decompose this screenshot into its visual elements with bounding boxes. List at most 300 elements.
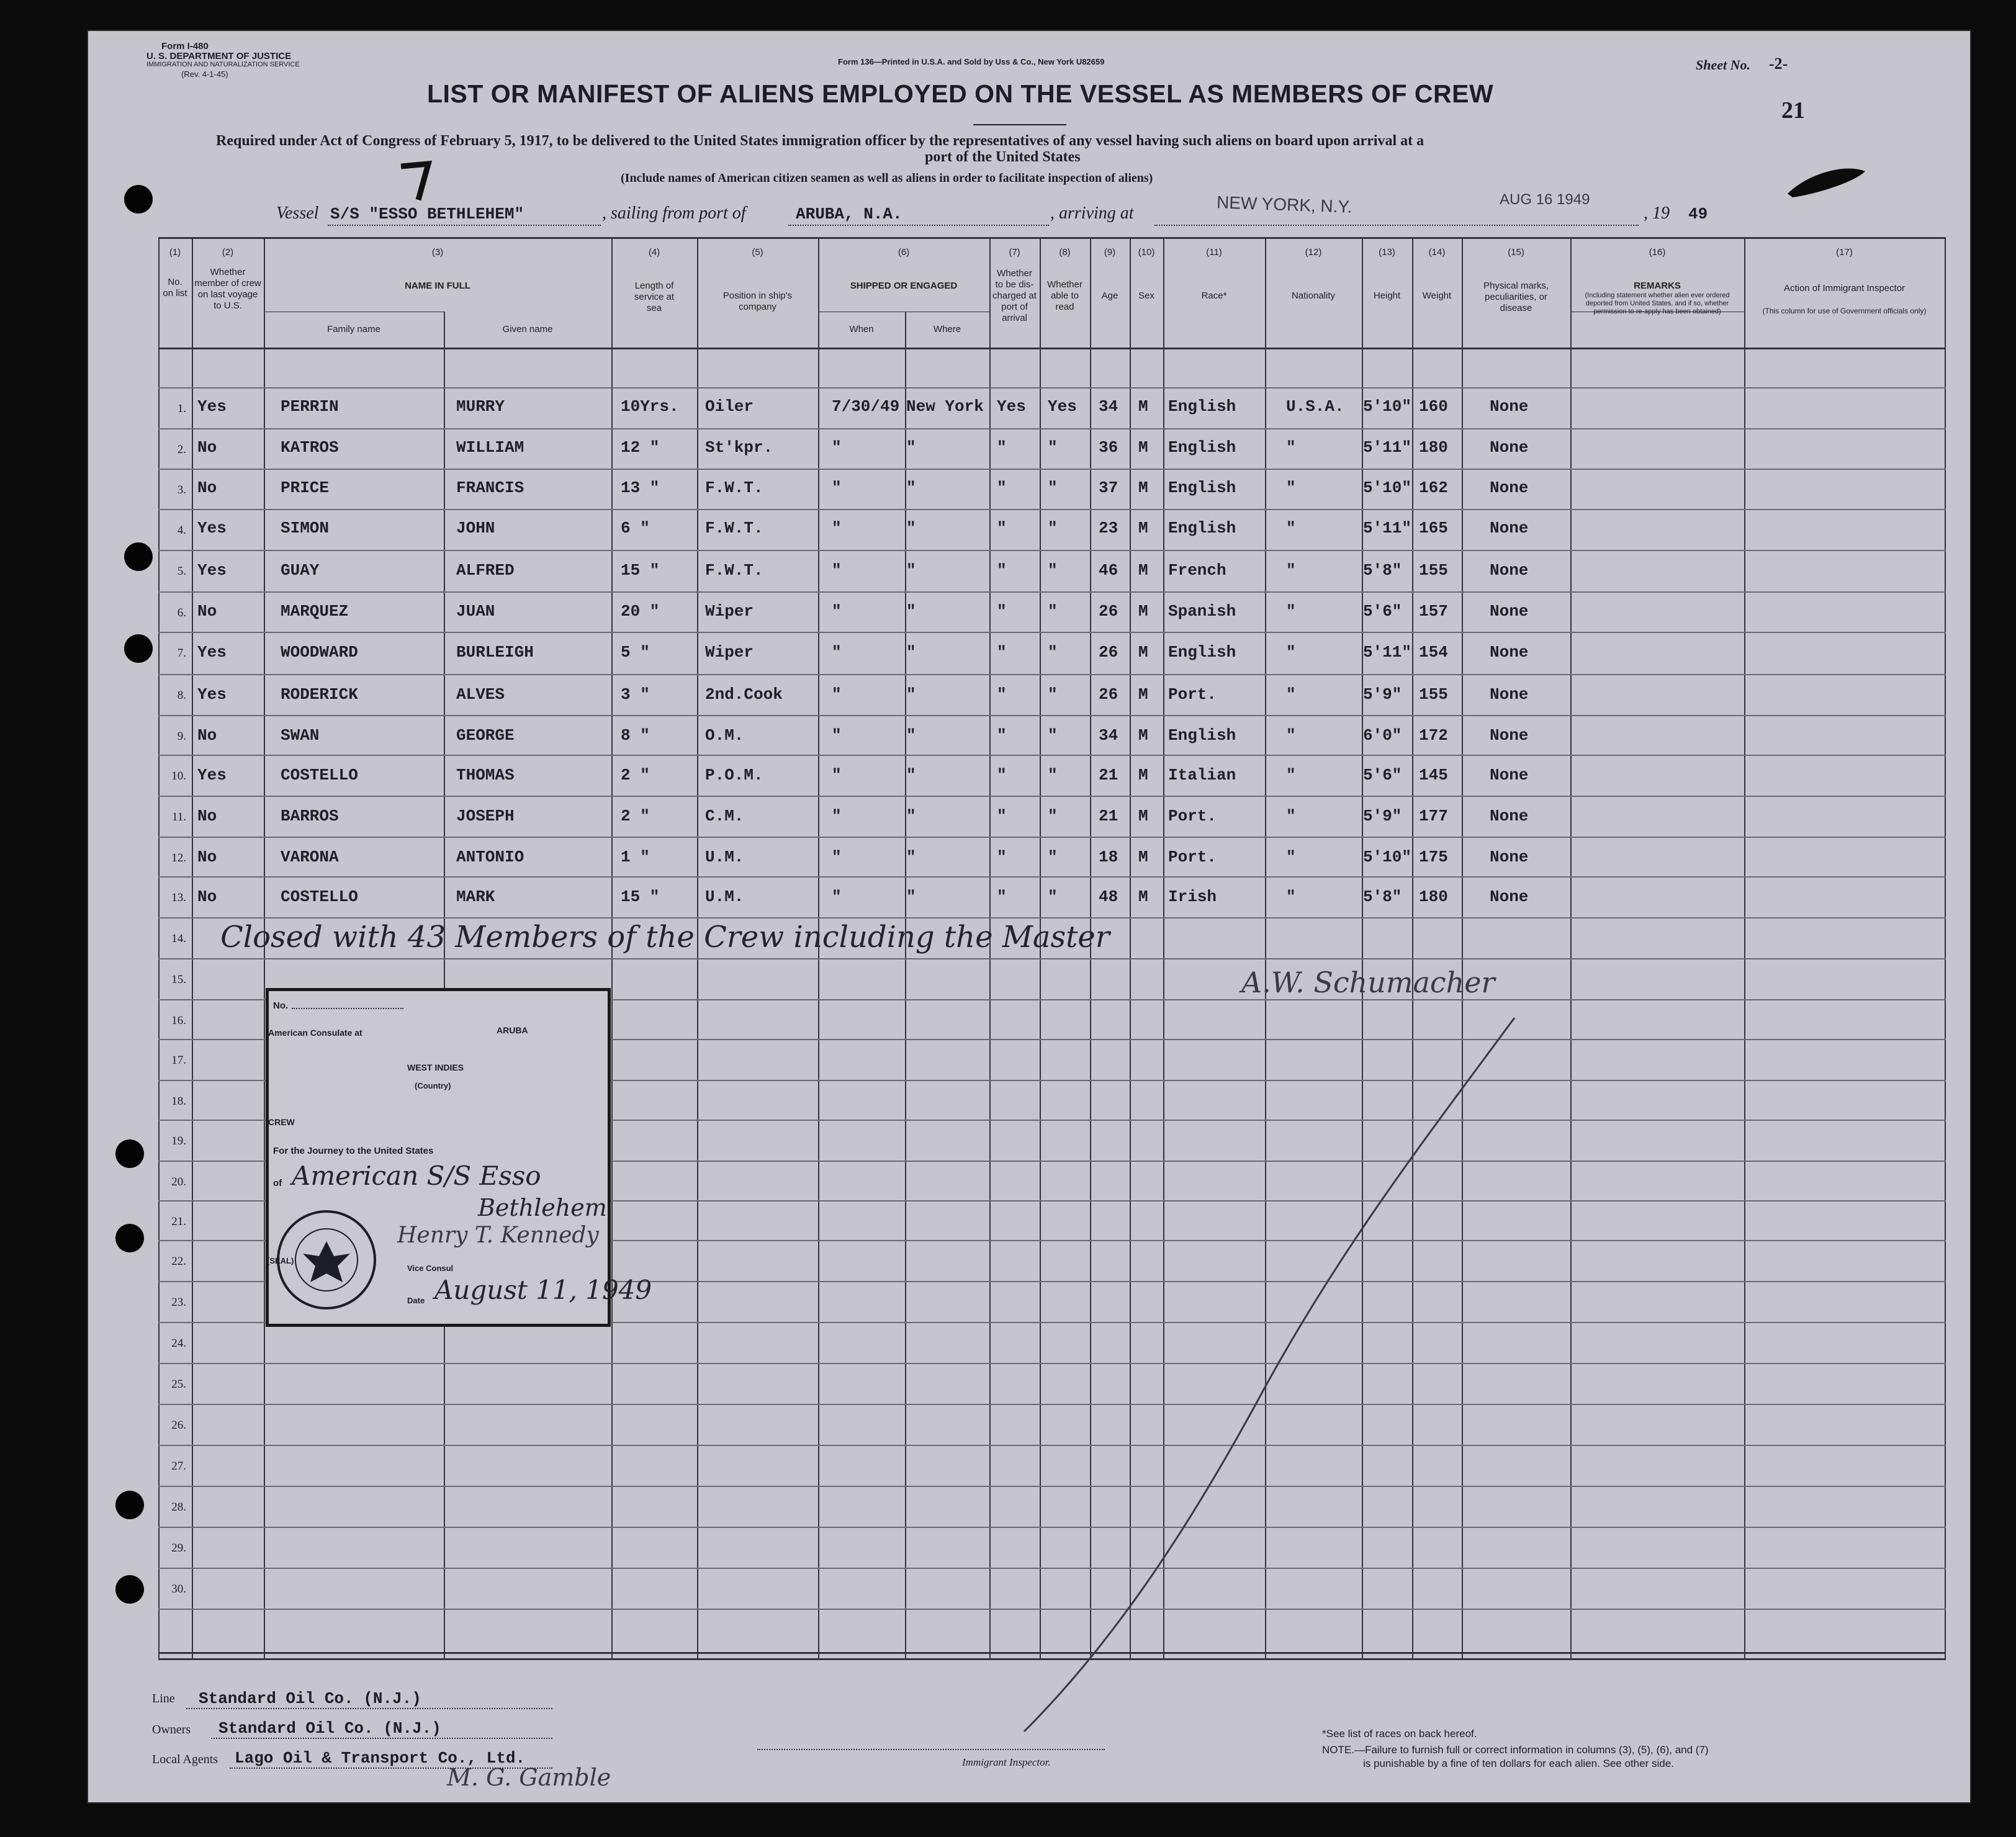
col-4-number: (4) [648,247,660,258]
crew-service-length: 13 " [621,478,660,497]
col-6-header: SHIPPED OR ENGAGED [850,281,958,291]
crew-sex: M [1138,519,1148,537]
crew-discharged: " [997,643,1007,662]
crew-given-name: FRANCIS [456,478,524,497]
line-number: 28. [171,1501,186,1514]
crew-family-name: MARQUEZ [281,602,349,621]
crew-shipped-where: " [906,726,916,745]
col-7-number: (7) [1009,247,1020,258]
crew-race: Port. [1168,848,1217,866]
col-17-note: (This column for use of Government officials only) [1762,307,1927,315]
crew-shipped-when: " [832,726,842,745]
crew-shipped-when: " [832,519,842,537]
arriving-label: , arriving at [1050,204,1134,223]
crew-weight: 160 [1419,397,1448,416]
line-number: 5. [177,565,186,578]
fine-note-2: is punishable by a fine of ten dollars for each alien. See other side. [1363,1758,1674,1769]
crew-position: F.W.T. [705,519,763,537]
crew-nationality: " [1286,478,1296,497]
crew-position: Wiper [705,602,754,621]
crew-family-name: PERRIN [281,397,339,416]
punch-hole [115,1139,144,1168]
crew-physical-marks: None [1490,685,1529,704]
stamp-date-hand: August 11, 1949 [434,1275,652,1305]
sailing-port: ARUBA, N.A. [796,205,902,223]
punch-hole [124,634,153,663]
printer-note: Form 136—Printed in U.S.A. and Sold by Uss & Co., New York U82659 [838,57,1105,66]
crew-age: 21 [1099,807,1118,825]
crew-able-to-read: Yes [1048,397,1077,416]
crew-age: 23 [1099,519,1118,537]
stamp-vessel-hand-2: Bethlehem [478,1194,607,1221]
footer-owners-label: Owners [152,1723,191,1736]
ink-mark [397,160,434,205]
crew-prev-voyage: Yes [197,766,227,784]
arriving-port-stamp: NEW YORK, N.Y. [1216,192,1352,217]
closing-note: Closed with 43 Members of the Crew including the Master [220,920,1110,954]
line-number: 21. [171,1215,186,1228]
crew-height: 5'10" [1363,397,1412,416]
footer-line-label: Line [152,1692,175,1705]
crew-given-name: GEORGE [456,726,515,745]
col-14-header: Weight [1422,290,1452,301]
col-8-header: Whether able to read [1047,279,1082,312]
crew-height: 5'11" [1363,519,1412,537]
col-16-header: REMARKS [1634,281,1681,291]
crew-age: 34 [1099,397,1118,416]
line-number: 19. [171,1134,186,1148]
line-number: 6. [177,606,186,619]
crew-service-length: 2 " [621,807,650,825]
col-14-number: (14) [1428,247,1446,258]
crew-shipped-where: " [906,561,916,580]
crew-position: P.O.M. [705,766,763,784]
crew-sex: M [1138,807,1148,825]
crew-physical-marks: None [1490,397,1529,416]
crew-race: English [1168,726,1236,745]
crew-sex: M [1138,685,1148,704]
crew-position: F.W.T. [705,561,763,580]
include-note: (Include names of American citizen seamen as well as aliens in order to facilitate inspection of aliens) [621,171,1153,185]
crew-height: 5'11" [1363,643,1412,662]
crew-age: 21 [1099,766,1118,784]
crew-family-name: GUAY [281,561,320,580]
year-prefix: , 19 [1644,204,1670,223]
crew-service-length: 5 " [621,643,650,662]
crew-able-to-read: " [1048,726,1058,745]
crew-prev-voyage: No [197,807,217,825]
crew-age: 26 [1099,643,1118,662]
crew-race: English [1168,438,1236,457]
crew-race: French [1168,561,1226,580]
col-9-header: Age [1101,290,1118,301]
crew-prev-voyage: No [197,438,217,457]
line-number: 20. [171,1175,186,1188]
crew-weight: 175 [1419,848,1448,866]
crew-discharged: " [997,887,1007,906]
crew-service-length: 2 " [621,766,650,784]
crew-service-length: 15 " [621,887,660,906]
line-number: 2. [177,443,186,456]
crew-able-to-read: " [1048,807,1058,825]
crew-family-name: KATROS [281,438,339,457]
line-number: 22. [171,1255,186,1268]
crew-sex: M [1138,848,1148,866]
crew-service-length: 12 " [621,438,660,457]
line-number: 24. [171,1337,186,1350]
crew-height: 5'11" [1363,438,1412,457]
crew-sex: M [1138,766,1148,784]
crew-race: Port. [1168,807,1217,825]
crew-given-name: JOHN [456,519,495,537]
crew-family-name: COSTELLO [281,766,358,784]
line-number: 8. [177,689,186,702]
crew-given-name: JUAN [456,602,495,621]
crew-given-name: ALVES [456,685,505,704]
line-number: 11. [171,811,186,824]
crew-able-to-read: " [1048,519,1058,537]
agent-signature: M. G. Gamble [447,1764,611,1791]
col-10-header: Sex [1138,290,1154,301]
col-10-number: (10) [1138,247,1155,258]
crew-nationality: " [1286,887,1296,906]
crew-shipped-when: " [832,561,842,580]
crew-nationality: " [1286,602,1296,621]
crew-discharged: " [997,848,1007,866]
crew-shipped-when: " [832,602,842,621]
col-16-number: (16) [1649,247,1666,258]
crew-shipped-when: " [832,766,842,784]
col-11-number: (11) [1206,247,1222,258]
crew-height: 6'0" [1363,726,1402,745]
line-number: 12. [171,851,186,865]
sailing-label: , sailing from port of [602,204,746,223]
col-3a-header: Family name [327,324,380,335]
col-6-number: (6) [898,247,910,258]
form-revision: (Rev. 4-1-45) [181,70,228,79]
crew-shipped-when: " [832,643,842,662]
crew-able-to-read: " [1048,887,1058,906]
crew-race: English [1168,519,1236,537]
crew-shipped-when: " [832,478,842,497]
crew-service-length: 15 " [621,561,660,580]
crew-nationality: " [1286,643,1296,662]
line-number: 27. [171,1460,186,1473]
col-15-number: (15) [1508,247,1524,258]
crew-service-length: 10Yrs. [621,397,679,416]
col-11-header: Race* [1201,290,1227,301]
crew-shipped-where: " [906,643,916,662]
crew-shipped-where: " [906,438,916,457]
crew-age: 36 [1099,438,1118,457]
crew-sex: M [1138,643,1148,662]
line-number: 13. [171,891,186,904]
crew-discharged: Yes [997,397,1026,416]
crew-physical-marks: None [1490,643,1529,662]
crew-nationality: " [1286,766,1296,784]
crew-family-name: SWAN [281,726,320,745]
col-7-header: Whether to be dis-charged at port of arrival [992,268,1037,323]
crew-race: Spanish [1168,602,1236,621]
footer-line-value: Standard Oil Co. (N.J.) [199,1689,421,1708]
line-number: 4. [177,524,186,537]
stamp-seal-label: (SEAL) [267,1256,294,1265]
line-number: 26. [171,1419,186,1432]
crew-prev-voyage: Yes [197,397,227,416]
crew-height: 5'8" [1363,887,1402,906]
col-15-header: Physical marks, peculiarities, or disease [1483,281,1549,313]
crew-nationality: " [1286,726,1296,745]
col-5-header: Position in ship's company [722,290,793,312]
crew-shipped-where: " [906,807,916,825]
pen-stroke [993,1012,1527,1744]
crew-given-name: THOMAS [456,766,515,784]
crew-height: 5'9" [1363,685,1402,704]
vice-consul-signature: Henry T. Kennedy [397,1223,599,1248]
crew-family-name: VARONA [281,848,339,866]
crew-nationality: " [1286,807,1296,825]
crew-given-name: ALFRED [456,561,515,580]
crew-shipped-where: " [906,602,916,621]
col-17-header: Action of Immigrant Inspector [1783,283,1906,294]
page-title: LIST OR MANIFEST OF ALIENS EMPLOYED ON THE VESSEL AS MEMBERS OF CREW [427,79,1494,108]
footer-agents-value: Lago Oil & Transport Co., Ltd. [235,1749,526,1767]
col-2-header: Whether member of crew on last voyage to U.S. [194,267,261,311]
department-name: U. S. DEPARTMENT OF JUSTICE [146,51,292,61]
footer-owners-value: Standard Oil Co. (N.J.) [218,1719,441,1738]
crew-prev-voyage: Yes [197,685,227,704]
crew-sex: M [1138,478,1148,497]
crew-height: 5'6" [1363,602,1402,621]
crew-position: Oiler [705,397,754,416]
crew-age: 18 [1099,848,1118,866]
page-number: 21 [1781,97,1805,124]
line-number: 10. [171,770,186,783]
crew-able-to-read: " [1048,766,1058,784]
stamp-crew-label: CREW [268,1117,295,1127]
crew-height: 5'10" [1363,848,1412,866]
crew-discharged: " [997,438,1007,457]
col-8-number: (8) [1059,247,1071,258]
col-6b-header: Where [933,324,961,335]
crew-race: English [1168,643,1236,662]
sheet-label: Sheet No. [1696,57,1750,73]
col-3b-header: Given name [502,324,553,335]
crew-shipped-when: 7/30/49 [832,397,900,416]
col-2-number: (2) [222,247,234,258]
crew-physical-marks: None [1490,807,1529,825]
crew-weight: 154 [1419,643,1448,662]
crew-shipped-where: New York [906,397,984,416]
col-12-header: Nationality [1291,290,1336,301]
crew-weight: 180 [1419,438,1448,457]
crew-weight: 172 [1419,726,1448,745]
ink-scribble [1781,156,1874,206]
crew-family-name: RODERICK [281,685,358,704]
crew-able-to-read: " [1048,643,1058,662]
arrival-date-stamp: AUG 16 1949 [1500,191,1590,208]
crew-age: 34 [1099,726,1118,745]
line-number: 3. [177,483,186,496]
crew-prev-voyage: No [197,848,217,866]
crew-able-to-read: " [1048,438,1058,457]
crew-weight: 165 [1419,519,1448,537]
crew-prev-voyage: Yes [197,561,227,580]
punch-hole [115,1491,144,1519]
col-13-header: Height [1373,290,1401,301]
crew-position: U.M. [705,848,744,866]
crew-physical-marks: None [1490,438,1529,457]
crew-age: 46 [1099,561,1118,580]
crew-shipped-when: " [832,438,842,457]
crew-position: 2nd.Cook [705,685,783,704]
col-12-number: (12) [1305,247,1322,258]
crew-discharged: " [997,519,1007,537]
line-number: 7. [177,647,186,660]
crew-height: 5'6" [1363,766,1402,784]
crew-age: 26 [1099,685,1118,704]
crew-prev-voyage: No [197,602,217,621]
line-number: 23. [171,1296,186,1309]
stamp-country-label: (Country) [415,1081,451,1090]
col-13-number: (13) [1379,247,1395,258]
crew-able-to-read: " [1048,848,1058,866]
crew-able-to-read: " [1048,602,1058,621]
crew-physical-marks: None [1490,766,1529,784]
fine-note-1: NOTE.—Failure to furnish full or correct information in columns (3), (5), (6), and (7) [1322,1744,1709,1756]
crew-age: 48 [1099,887,1118,906]
line-number: 29. [171,1542,186,1555]
crew-given-name: MARK [456,887,495,906]
crew-shipped-where: " [906,478,916,497]
crew-weight: 155 [1419,561,1448,580]
vessel-name: S/S "ESSO BETHLEHEM" [330,205,524,223]
crew-prev-voyage: No [197,726,217,745]
punch-hole [124,185,153,213]
crew-shipped-when: " [832,685,842,704]
punch-hole [124,542,153,571]
crew-shipped-when: " [832,807,842,825]
crew-physical-marks: None [1490,887,1529,906]
line-number: 14. [171,932,186,945]
crew-family-name: PRICE [281,478,330,497]
crew-discharged: " [997,766,1007,784]
crew-sex: M [1138,397,1148,416]
crew-discharged: " [997,478,1007,497]
crew-able-to-read: " [1048,685,1058,704]
crew-race: English [1168,478,1236,497]
crew-physical-marks: None [1490,602,1529,621]
crew-shipped-where: " [906,519,916,537]
crew-shipped-where: " [906,887,916,906]
crew-shipped-when: " [832,887,842,906]
crew-discharged: " [997,807,1007,825]
col-1-header: No. on list [163,277,187,299]
line-number: 16. [171,1014,186,1027]
line-number: 30. [171,1583,186,1596]
vessel-label: Vessel [276,204,319,223]
required-line-1: Required under Act of Congress of February 5, 1917, to be delivered to the United States immigration officer by the representatives of any vessel having such aliens on board upon arrival at a [216,133,1424,149]
crew-position: C.M. [705,807,744,825]
crew-sex: M [1138,887,1148,906]
crew-weight: 145 [1419,766,1448,784]
col-16-note: (Including statement whether alien ever ordered deported from United States, and if so, whether permission to re-apply has been obtained) [1585,292,1730,315]
punch-hole [115,1224,144,1252]
stamp-consulate-label: American Consulate at [268,1028,362,1038]
crew-family-name: BARROS [281,807,339,825]
year-suffix: 49 [1688,205,1708,223]
crew-service-length: 20 " [621,602,660,621]
crew-prev-voyage: No [197,887,217,906]
crew-race: Port. [1168,685,1217,704]
line-number: 9. [177,730,186,743]
form-number: Form I-480 [161,41,209,52]
crew-shipped-where: " [906,685,916,704]
crew-weight: 162 [1419,478,1448,497]
stamp-country-place: WEST INDIES [407,1062,464,1072]
col-5-number: (5) [752,247,763,258]
crew-height: 5'8" [1363,561,1402,580]
col-3-number: (3) [431,247,444,258]
crew-position: Wiper [705,643,754,662]
col-9-number: (9) [1104,247,1116,258]
crew-sex: M [1138,726,1148,745]
col-4-header: Length of service at sea [634,281,675,313]
crew-weight: 177 [1419,807,1448,825]
crew-physical-marks: None [1490,726,1529,745]
col-1-number: (1) [169,247,181,258]
required-line-2: port of the United States [925,149,1081,165]
inspector-label: Immigrant Inspector. [962,1756,1051,1768]
crew-family-name: COSTELLO [281,887,358,906]
crew-discharged: " [997,561,1007,580]
crew-nationality: " [1286,561,1296,580]
crew-position: O.M. [705,726,744,745]
crew-physical-marks: None [1490,478,1529,497]
crew-given-name: JOSEPH [456,807,515,825]
master-signature: A.W. Schumacher [1241,966,1495,999]
crew-shipped-when: " [832,848,842,866]
line-number: 25. [171,1378,186,1391]
footer-agents-label: Local Agents [152,1753,218,1766]
crew-nationality: " [1286,438,1296,457]
service-name: IMMIGRATION AND NATURALIZATION SERVICE [146,61,300,68]
crew-race: English [1168,397,1236,416]
crew-prev-voyage: Yes [197,643,227,662]
crew-physical-marks: None [1490,519,1529,537]
crew-shipped-where: " [906,848,916,866]
crew-race: Italian [1168,766,1236,784]
crew-service-length: 6 " [621,519,650,537]
stamp-vessel-hand-1: American S/S Esso [292,1161,541,1191]
crew-given-name: ANTONIO [456,848,524,866]
crew-given-name: WILLIAM [456,438,524,457]
stamp-of-label: of [273,1178,282,1188]
crew-discharged: " [997,685,1007,704]
line-number: 18. [171,1095,186,1108]
line-number: 17. [171,1054,186,1067]
crew-weight: 157 [1419,602,1448,621]
crew-nationality: " [1286,519,1296,537]
crew-nationality: U.S.A. [1286,397,1344,416]
line-number: 15. [171,973,186,986]
crew-given-name: MURRY [456,397,505,416]
col-6a-header: When [849,324,874,335]
crew-nationality: " [1286,685,1296,704]
crew-nationality: " [1286,848,1296,866]
line-number: 1. [177,402,186,415]
col-3-header: NAME IN FULL [405,281,470,291]
